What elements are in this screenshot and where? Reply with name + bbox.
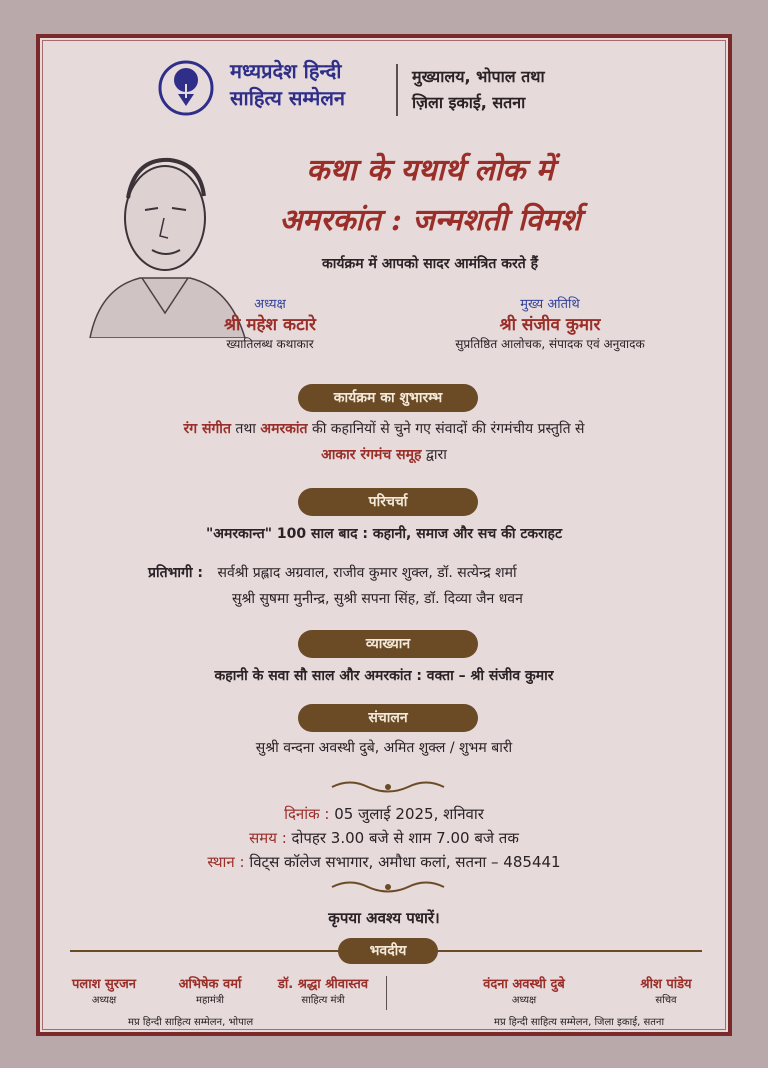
sig5-name: श्रीश पांडेय bbox=[640, 977, 692, 992]
anchoring-banner: संचालन bbox=[298, 704, 478, 732]
date-label: दिनांक : bbox=[284, 805, 330, 823]
signatory-4 bbox=[460, 974, 588, 1006]
invitation-text: कार्यक्रम में आपको सादर आमंत्रित करते हैं bbox=[321, 256, 539, 272]
org-name-line2: साहित्य सम्मेलन bbox=[230, 86, 345, 110]
signatory-5 bbox=[616, 974, 716, 1006]
lecture-banner: व्याख्यान bbox=[298, 630, 478, 658]
sig5-role: सचिव bbox=[655, 995, 677, 1006]
president-role: अध्यक्ष bbox=[254, 297, 286, 312]
opening-t2: की कहानियों से चुने गए संवादों की रंगमंचीय प्रस्तुति से bbox=[307, 421, 585, 437]
time-value: दोपहर 3.00 बजे से शाम 7.00 बजे तक bbox=[286, 829, 519, 847]
signatory-3 bbox=[262, 974, 384, 1006]
header-location-line2: ज़िला इकाई, सतना bbox=[412, 93, 526, 112]
org-name-line1: मध्यप्रदेश हिन्दी bbox=[230, 59, 342, 83]
date-value: 05 जुलाई 2025, शनिवार bbox=[329, 805, 484, 823]
sig3-role: साहित्य मंत्री bbox=[301, 995, 345, 1006]
discussion-banner: परिचर्चा bbox=[298, 488, 478, 516]
sig4-name: वंदना अवस्थी दुबे bbox=[483, 977, 565, 992]
sig3-name: डॉ. श्रद्धा श्रीवास्तव bbox=[277, 977, 369, 992]
participants-line1: सर्वश्री प्रह्लाद अग्रवाल, राजीव कुमार शुक्ल, डॉ. सत्येन्द्र शर्मा bbox=[217, 565, 517, 581]
president-name: श्री महेश कटारे bbox=[223, 315, 316, 335]
sig1-name: पलाश सुरजन bbox=[72, 977, 136, 992]
venue-label: स्थान : bbox=[207, 853, 245, 871]
sig1-role: अध्यक्ष bbox=[91, 995, 117, 1006]
event-title-line2: अमरकांत : जन्मशती विमर्श bbox=[279, 203, 581, 238]
invitation-card bbox=[36, 34, 732, 1036]
sig2-role: महामंत्री bbox=[196, 995, 224, 1006]
venue-value: विट्स कॉलेज सभागार, अमौधा कलां, सतना – 485441 bbox=[244, 853, 561, 871]
chief-guest-block bbox=[400, 294, 700, 352]
signatory-2 bbox=[158, 974, 262, 1006]
header-location bbox=[412, 64, 545, 116]
opening-hl-music: रंग संगीत bbox=[183, 421, 231, 437]
org-name bbox=[230, 58, 345, 112]
left-org: मप्र हिन्दी साहित्य सम्मेलन, भोपाल bbox=[128, 1017, 254, 1028]
chief-guest-role: मुख्य अतिथि bbox=[520, 297, 580, 312]
chief-guest-desc: सुप्रतिष्ठित आलोचक, संपादक एवं अनुवादक bbox=[455, 337, 645, 351]
please-attend: कृपया अवश्य पधारें। bbox=[328, 909, 440, 927]
president-desc: ख्यातिलब्ध कथाकार bbox=[226, 337, 314, 351]
footer-divider bbox=[386, 976, 387, 1010]
opening-t3: द्वारा bbox=[421, 447, 447, 463]
right-org: मप्र हिन्दी साहित्य सम्मेलन, जिला इकाई, सतना bbox=[494, 1017, 665, 1028]
event-title-line1: कथा के यथार्थ लोक में bbox=[306, 153, 554, 188]
sig4-role: अध्यक्ष bbox=[511, 995, 537, 1006]
sig2-name: अभिषेक वर्मा bbox=[178, 977, 242, 992]
tree-logo-icon bbox=[158, 60, 214, 116]
opening-text bbox=[60, 416, 708, 468]
participants-block bbox=[148, 560, 523, 612]
lecture-text: कहानी के सवा सौ साल और अमरकांत : वक्ता – श्री संजीव कुमार bbox=[214, 668, 554, 684]
opening-hl-group: आकार रंगमंच समूह bbox=[321, 447, 422, 463]
discussion-topic: "अमरकान्त" 100 साल बाद : कहानी, समाज और सच की टकराहट bbox=[205, 526, 563, 542]
anchoring-text: सुश्री वन्दना अवस्थी दुबे, अमित शुक्ल / शुभम बारी bbox=[255, 740, 513, 756]
footer-banner: भवदीय bbox=[338, 938, 438, 964]
event-details bbox=[40, 802, 728, 874]
participants-label: प्रतिभागी : bbox=[148, 565, 204, 581]
time-row bbox=[40, 826, 728, 850]
date-row bbox=[40, 802, 728, 826]
signatory-1 bbox=[54, 974, 154, 1006]
venue-row bbox=[40, 850, 728, 874]
chief-guest-name: श्री संजीव कुमार bbox=[499, 315, 601, 335]
participants-line2: सुश्री सुषमा मुनीन्द्र, सुश्री सपना सिंह, डॉ. दिव्या जैन धवन bbox=[232, 591, 523, 607]
opening-hl-amarkant: अमरकांत bbox=[260, 421, 308, 437]
opening-banner: कार्यक्रम का शुभारम्भ bbox=[298, 384, 478, 412]
time-label: समय : bbox=[249, 829, 287, 847]
ornament-divider-icon bbox=[330, 878, 446, 896]
opening-t1: तथा bbox=[230, 421, 261, 437]
header-divider bbox=[396, 64, 398, 116]
header-location-line1: मुख्यालय, भोपाल तथा bbox=[412, 67, 545, 86]
ornament-divider-icon bbox=[330, 778, 446, 796]
president-block bbox=[170, 294, 370, 352]
